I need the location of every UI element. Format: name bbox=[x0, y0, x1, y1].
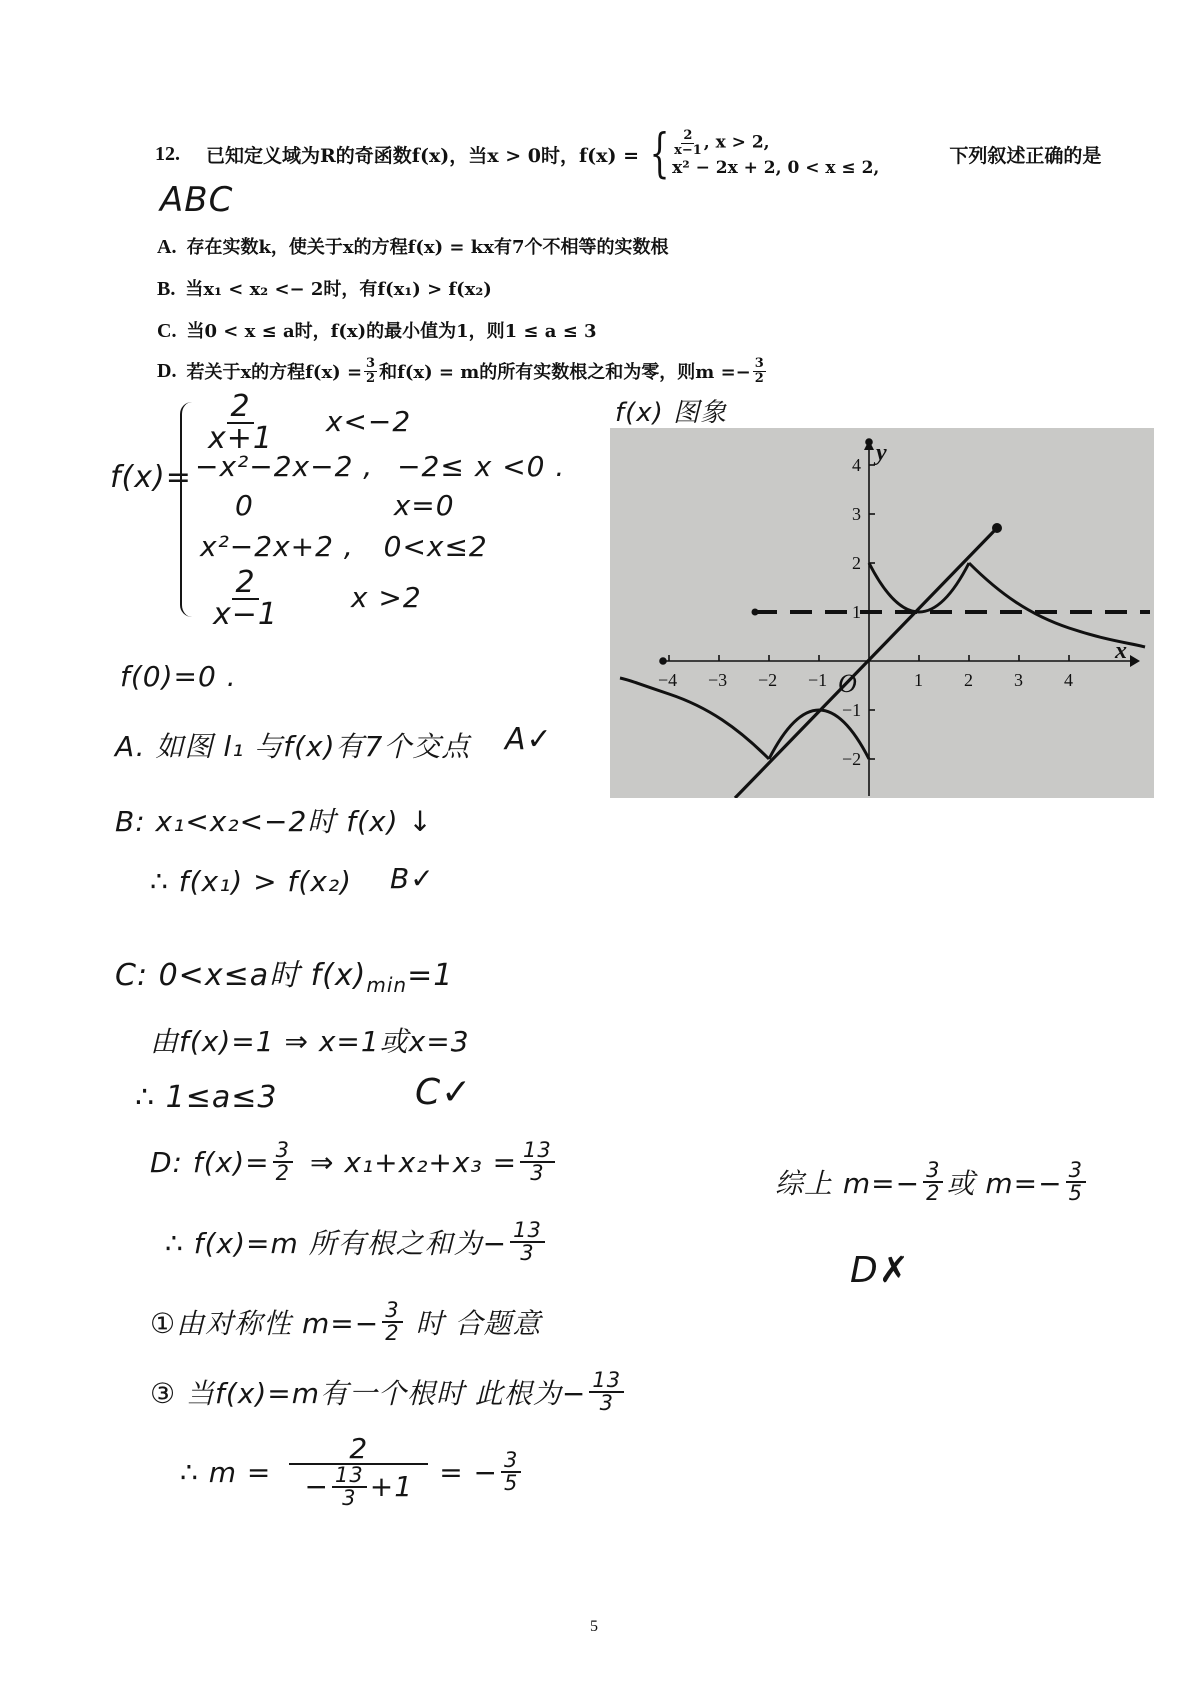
verdict-a: A✓ bbox=[505, 722, 553, 757]
question-number: 12. bbox=[155, 142, 180, 165]
svg-text:−3: −3 bbox=[708, 670, 728, 690]
option-c: C. 当0 < x ≤ a时，f(x)的最小值为1，则1 ≤ a ≤ 3 bbox=[157, 320, 597, 342]
note-c: C: 0<x≤a时 $f(x)_{min}=1$ bbox=[115, 958, 454, 997]
verdict-b: B✓ bbox=[390, 862, 435, 895]
svg-text:y: y bbox=[876, 440, 887, 466]
note-b: B: x₁<x₂<−2时 f(x) ↓ bbox=[115, 805, 433, 838]
svg-text:−4: −4 bbox=[658, 670, 678, 690]
svg-text:−2: −2 bbox=[842, 749, 862, 769]
graph-label: f(x) 图象 bbox=[615, 398, 728, 428]
note-d-m-calc: ∴ m = 2 − $\frac{13}{3}$ +1 = − $\frac{3}{5}$ bbox=[180, 1435, 524, 1509]
svg-text:−1: −1 bbox=[808, 670, 828, 690]
note-c-conclusion: ∴ 1≤a≤3 bbox=[135, 1080, 278, 1115]
option-b: B. 当x₁ < x₂ <− 2时，有f(x₁) > f(x₂) bbox=[157, 278, 492, 300]
svg-text:4: 4 bbox=[852, 455, 861, 475]
case-two: x² − 2x + 2, 0 < x ≤ 2, bbox=[672, 157, 880, 178]
curve-hyperbola-pos bbox=[969, 563, 1145, 647]
svg-text:O: O bbox=[838, 669, 857, 698]
note-f0: f(0)=0 . bbox=[120, 660, 237, 693]
page-number: 5 bbox=[590, 1618, 598, 1635]
note-d-case1: ①由对称性 m=− $\frac{3}{2}$ 时 合题意 bbox=[150, 1298, 542, 1345]
brace-glyph: { bbox=[649, 124, 670, 184]
svg-text:4: 4 bbox=[1064, 670, 1073, 690]
note-d-case2: ③ 当f(x)=m有一个根时 此根为− $\frac{13}{3}$ bbox=[150, 1370, 627, 1414]
note-d-line2: ∴ f(x)=m 所有根之和为− $\frac{13}{3}$ bbox=[165, 1220, 548, 1264]
curve-hyperbola-neg bbox=[620, 678, 769, 759]
function-graph bbox=[610, 428, 1154, 798]
graph-svg bbox=[610, 428, 1154, 798]
piecewise-definition bbox=[643, 124, 880, 184]
handwritten-piecewise: f(x)= $\frac{2}{x+1}$ x<−2 −x²−2x−2 , −2≤ x <0 . 0 x=0 x²−2x+2 , 0<x≤2 $\frac{2}{x-1}$ x >2 bbox=[110, 389, 566, 632]
piecewise-label: f(x)= bbox=[110, 460, 192, 495]
svg-text:3: 3 bbox=[1014, 670, 1023, 690]
student-answer: ABC bbox=[160, 180, 234, 220]
note-b-conclusion: ∴ f(x₁) > f(x₂) bbox=[150, 865, 352, 898]
note-a: A. 如图 l₁ 与f(x)有7个交点 bbox=[115, 730, 471, 763]
note-d: D: f(x)= $\frac{3}{2}$ ⇒ x₁+x₂+x₃ = $\frac{13}{3}$ bbox=[150, 1140, 558, 1184]
svg-text:1: 1 bbox=[914, 670, 923, 690]
question-stem bbox=[155, 124, 1102, 184]
svg-text:1: 1 bbox=[852, 602, 861, 622]
svg-text:2: 2 bbox=[852, 553, 861, 573]
verdict-c: C✓ bbox=[415, 1072, 473, 1113]
brace-line bbox=[180, 402, 192, 617]
note-d-summary: 综上 m=− $\frac{3}{2}$ 或 m=− $\frac{3}{5}$ bbox=[775, 1160, 1089, 1204]
verdict-d: D✗ bbox=[850, 1250, 910, 1291]
svg-text:−2: −2 bbox=[758, 670, 778, 690]
note-c-from: 由f(x)=1 ⇒ x=1或x=3 bbox=[150, 1025, 470, 1058]
line-l1 bbox=[735, 528, 997, 798]
case-one: $\frac{2}{x-1}$ , x > 2, bbox=[674, 128, 770, 158]
option-a: A. 存在实数k，使关于x的方程f(x) = kx有7个不相等的实数根 bbox=[157, 236, 669, 258]
stem-suffix: 下列叙述正确的是 bbox=[949, 144, 1102, 167]
svg-text:3: 3 bbox=[852, 504, 861, 524]
svg-text:2: 2 bbox=[964, 670, 973, 690]
stem-prefix: 已知定义域为R的奇函数f(x)，当x > 0时，f(x) = bbox=[206, 144, 639, 167]
svg-text:−1: −1 bbox=[842, 700, 862, 720]
svg-text:x: x bbox=[1115, 638, 1127, 664]
option-d: D. 若关于x的方程f(x) = $\frac{3}{2}$ 和f(x) = m的所有实数根之和为零，则m =− $\frac{3}{2}$ bbox=[157, 356, 764, 386]
